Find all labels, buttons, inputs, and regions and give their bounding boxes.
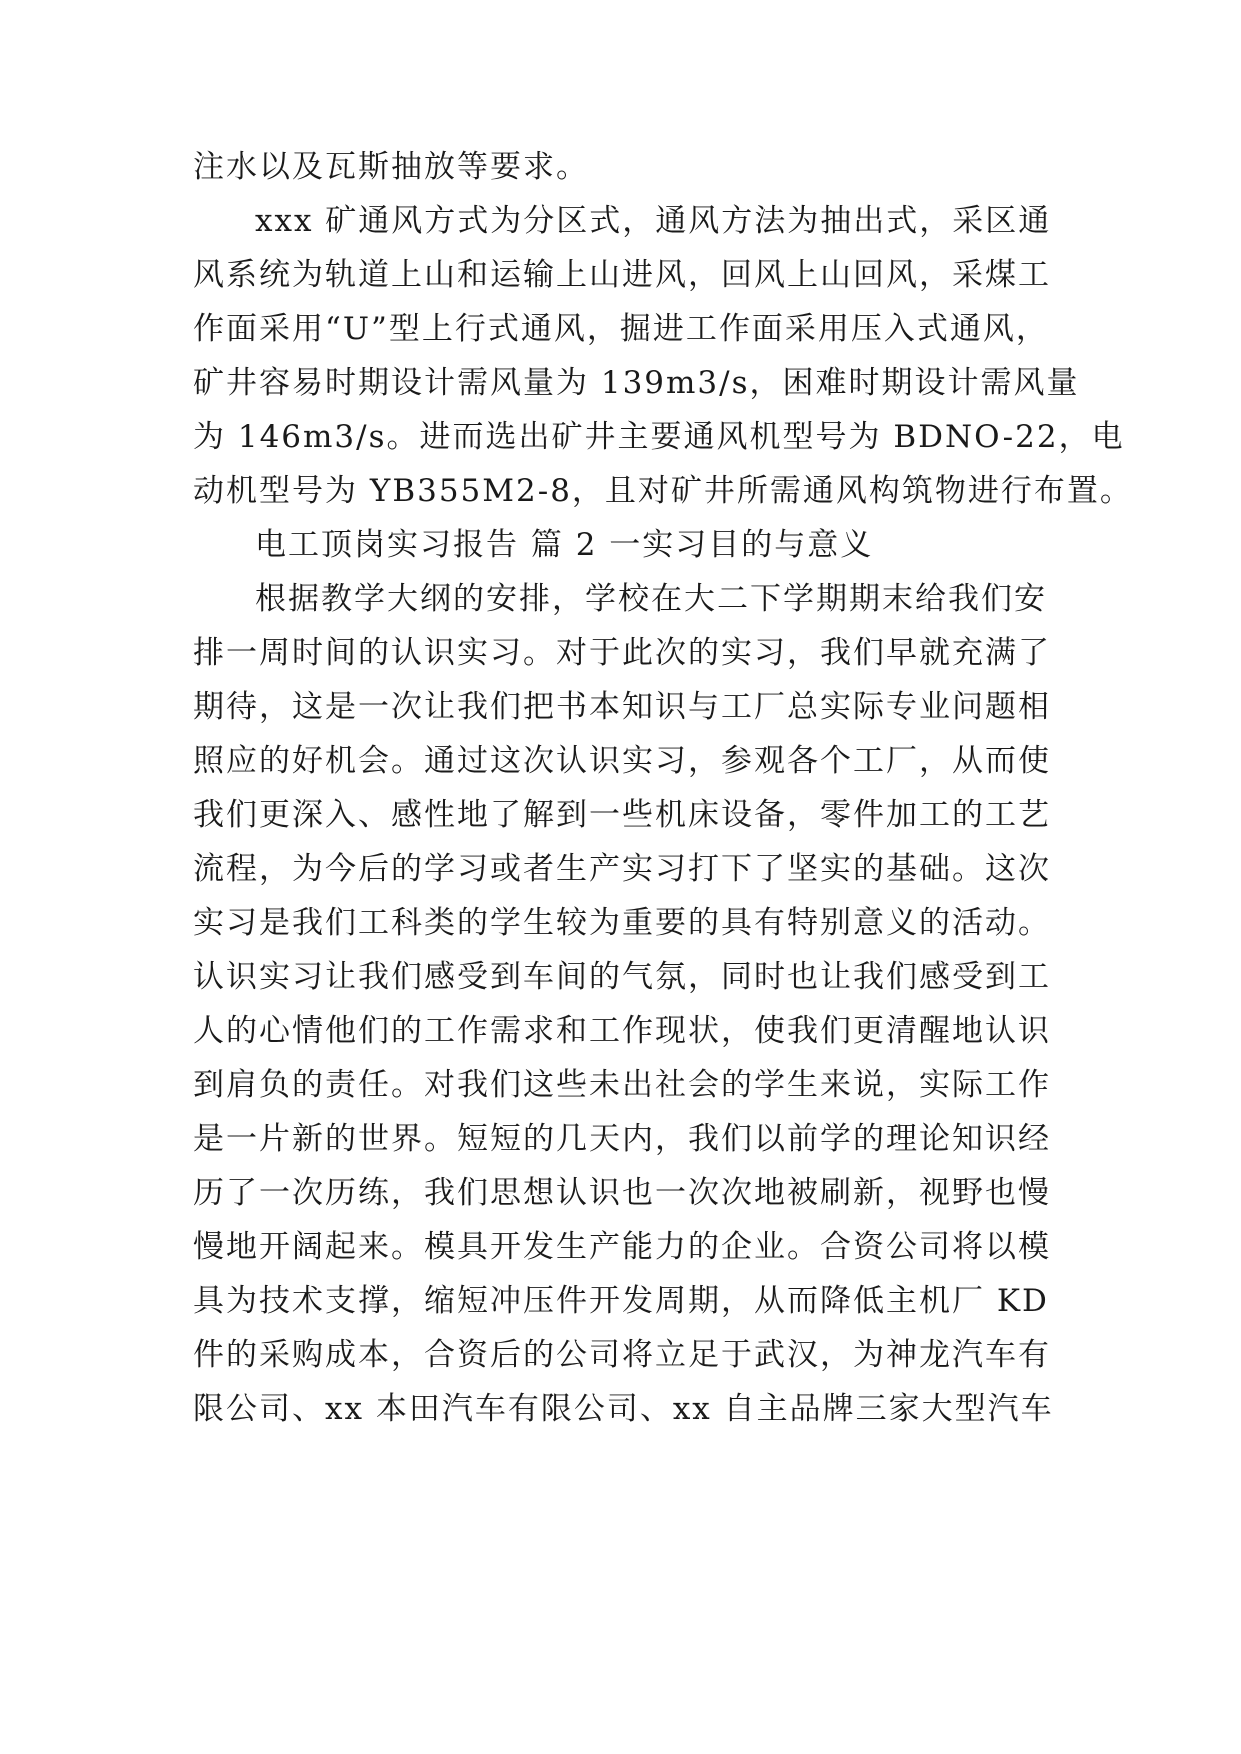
text-line: 排一周时间的认识实习。对于此次的实习，我们早就充满了 [193, 635, 1051, 671]
text-line: 到肩负的责任。对我们这些未出社会的学生来说，实际工作 [193, 1067, 1051, 1103]
text-line: 人的心情他们的工作需求和工作现状，使我们更清醒地认识 [193, 1013, 1051, 1049]
text-line: 矿井容易时期设计需风量为 139m3/s，困难时期设计需风量 [193, 365, 1080, 401]
text-line: 限公司、xx 本田汽车有限公司、xx 自主品牌三家大型汽车 [193, 1391, 1054, 1427]
text-line: 认识实习让我们感受到车间的气氛，同时也让我们感受到工 [193, 959, 1051, 995]
text-line: 期待，这是一次让我们把书本知识与工厂总实际专业问题相 [193, 689, 1051, 725]
text-line: 流程，为今后的学习或者生产实习打下了坚实的基础。这次 [193, 851, 1051, 887]
text-line: 作面采用“U”型上行式通风，掘进工作面采用压入式通风， [193, 311, 1049, 347]
section-heading: 电工顶岗实习报告 篇 2 一实习目的与意义 [255, 527, 874, 563]
text-line: 根据教学大纲的安排，学校在大二下学期期末给我们安 [255, 581, 1047, 617]
text-line: 风系统为轨道上山和运输上山进风，回风上山回风，采煤工 [193, 257, 1051, 293]
text-line: 照应的好机会。通过这次认识实习，参观各个工厂，从而使 [193, 743, 1051, 779]
text-line: 为 146m3/s。进而选出矿井主要通风机型号为 BDNO-22，电 [193, 419, 1125, 455]
text-line: 动机型号为 YB355M2-8，且对矿井所需通风构筑物进行布置。 [193, 473, 1133, 509]
text-line: 我们更深入、感性地了解到一些机床设备，零件加工的工艺 [193, 797, 1051, 833]
text-line: 实习是我们工科类的学生较为重要的具有特别意义的活动。 [193, 905, 1051, 941]
text-line: xxx 矿通风方式为分区式，通风方法为抽出式，采区通 [255, 203, 1052, 239]
text-line: 件的采购成本，合资后的公司将立足于武汉，为神龙汽车有 [193, 1337, 1051, 1373]
text-line: 注水以及瓦斯抽放等要求。 [193, 149, 589, 185]
text-line: 具为技术支撑，缩短冲压件开发周期，从而降低主机厂 KD [193, 1283, 1049, 1319]
text-line: 历了一次历练，我们思想认识也一次次地被刷新，视野也慢 [193, 1175, 1051, 1211]
text-line: 慢地开阔起来。模具开发生产能力的企业。合资公司将以模 [193, 1229, 1051, 1265]
text-line: 是一片新的世界。短短的几天内，我们以前学的理论知识经 [193, 1121, 1051, 1157]
